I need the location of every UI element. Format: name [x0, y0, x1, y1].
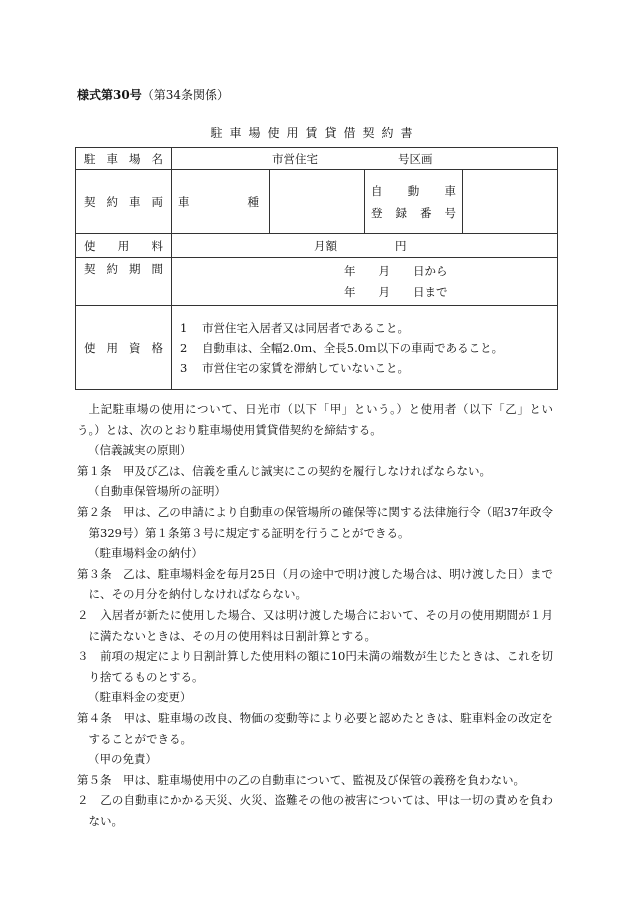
- period-from: 年 月 日から: [344, 263, 448, 278]
- fee-label: 使用料: [76, 234, 172, 258]
- article-heading: （自動車保管場所の証明）: [88, 484, 226, 499]
- article-1: 第１条 甲及び乙は、信義を重んじ誠実にこの契約を履行しなければならない。: [77, 463, 491, 478]
- form-relation: （第34条関係）: [141, 88, 229, 102]
- period-to: 年 月 日まで: [344, 284, 448, 299]
- period-label: 契約期間: [76, 258, 172, 306]
- article-5: 第５条 甲は、駐車場使用中の乙の自動車について、監視及び保管の義務を負わない。: [77, 772, 526, 787]
- contract-body: [77, 399, 553, 831]
- form-number-label: [77, 86, 229, 103]
- parking-section: 号区画: [398, 151, 433, 166]
- vehicle-kind-value[interactable]: [270, 170, 365, 234]
- qualification-list: [172, 306, 558, 390]
- article-2: 第２条 甲は、乙の申請により自動車の保管場所の確保等に関する法律施行令（昭37年政令第329号）第１条第３号に規定する証明を行うことができる。: [77, 504, 553, 540]
- row-qualification: [76, 306, 558, 390]
- intro-paragraph: 上記駐車場の使用について、日光市（以下「甲」という。）と使用者（以下「乙」という。）とは、次のとおり駐車場使用賃貸借契約を締結する。: [77, 402, 553, 437]
- article-3: 第３条 乙は、駐車場料金を毎月25日（月の途中で明け渡した場合は、明け渡した日）までに、その月分を納付しなければならない。: [77, 566, 553, 602]
- period-value[interactable]: [172, 258, 558, 306]
- parking-value[interactable]: [172, 148, 558, 170]
- article-5-paragraph-2: ２ 乙の自動車にかかる天災、火災、盗難その他の被害については、甲は一切の責めを負わない。: [77, 793, 553, 828]
- qualification-item: 2 自動車は、全幅2.0ｍ、全長5.0ｍ以下の車両であること。: [180, 340, 504, 355]
- article-4: 第４条 甲は、駐車場の改良、物価の変動等により必要と認めたときは、駐車料金の改定をすることができる。: [77, 710, 553, 746]
- vehicle-label: 契約車両: [76, 170, 172, 234]
- reg-label-line1: 自動車: [371, 183, 456, 198]
- vehicle-registration-value[interactable]: [463, 170, 558, 234]
- form-number: 様式第30号: [77, 88, 142, 102]
- article-heading: （駐車料金の変更）: [88, 690, 192, 705]
- row-period: [76, 258, 558, 306]
- row-vehicle: [76, 170, 558, 234]
- qualification-item: 3 市営住宅の家賃を滞納していないこと。: [180, 360, 409, 375]
- row-parking: [76, 148, 558, 170]
- fee-monthly: 月額: [314, 238, 337, 253]
- article-heading: （信義誠実の原則）: [88, 443, 192, 458]
- vehicle-kind-label: 車種: [172, 170, 270, 234]
- article-3-paragraph-2: ２ 入居者が新たに使用した場合、又は明け渡した場合において、その月の使用期間が１月に満たないときは、その月の使用料は日割計算とする。: [77, 607, 553, 643]
- reg-label-line2: 登録番号: [371, 205, 456, 220]
- fee-yen: 円: [395, 238, 407, 253]
- article-3-paragraph-3: ３ 前項の規定により日割計算した使用料の額に10円未満の端数が生じたときは、これを切り捨てるものとする。: [77, 649, 553, 684]
- qualification-item: 1 市営住宅入居者又は同居者であること。: [180, 320, 409, 335]
- vehicle-registration-label: [365, 170, 463, 234]
- contract-table: [75, 147, 558, 390]
- article-heading: （甲の免責）: [88, 752, 157, 767]
- document-title: 駐車場使用賃貸借契約書: [210, 126, 420, 140]
- parking-housing: 市営住宅: [272, 151, 318, 166]
- parking-label: 駐車場名: [76, 148, 172, 170]
- row-fee: [76, 234, 558, 258]
- article-heading: （駐車場料金の納付）: [88, 546, 203, 561]
- qualification-label: 使用資格: [76, 306, 172, 390]
- fee-value[interactable]: [172, 234, 558, 258]
